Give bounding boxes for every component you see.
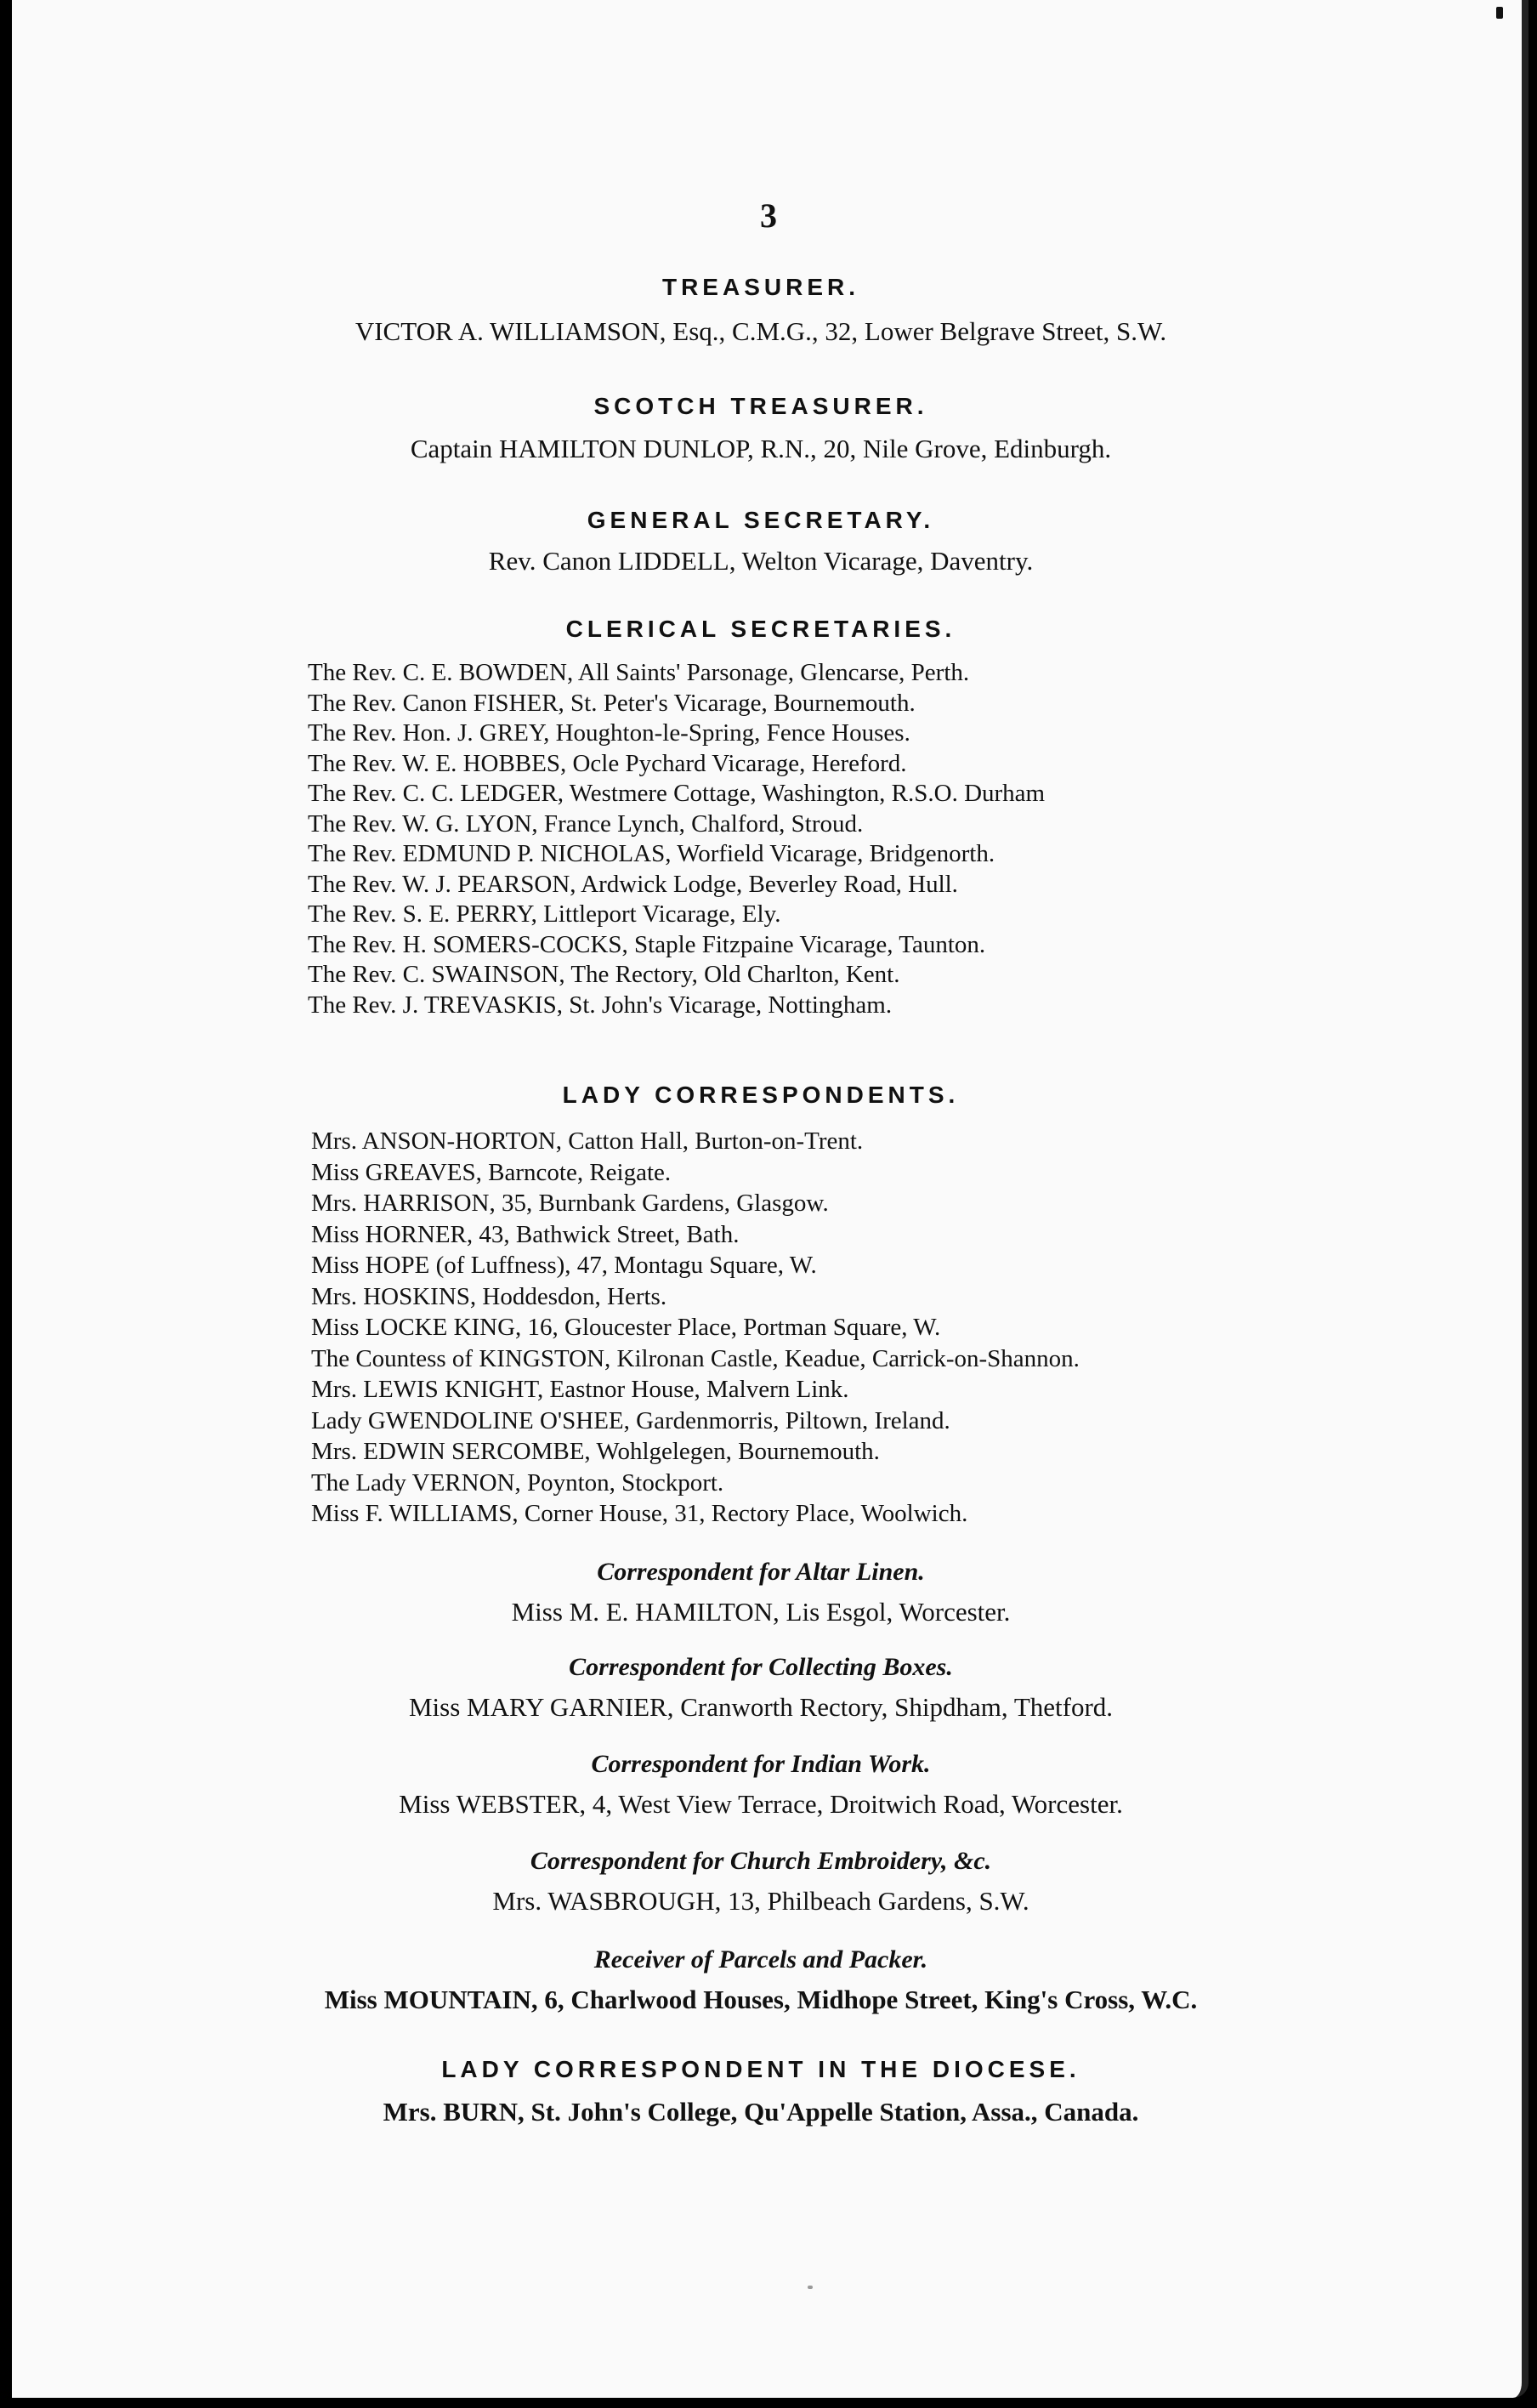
parcels-line: Miss MOUNTAIN, 6, Charlwood Houses, Midhope Street, King's Cross, W.C. <box>324 1985 1198 2014</box>
scotch-treasurer-heading: SCOTCH TREASURER. <box>593 393 928 419</box>
list-item: The Rev. C. C. LEDGER, Westmere Cottage, Washington, R.S.O. Durham <box>308 780 1046 807</box>
treasurer-heading: TREASURER. <box>661 274 859 300</box>
indian-work-line: Miss WEBSTER, 4, West View Terrace, Droitwich Road, Worcester. <box>399 1789 1123 1819</box>
diocese-line: Mrs. BURN, St. John's College, Qu'Appelle Station, Assa., Canada. <box>383 2097 1139 2127</box>
lady-correspondents-heading: LADY CORRESPONDENTS. <box>562 1082 960 1108</box>
diocese-heading: LADY CORRESPONDENT IN THE DIOCESE. <box>441 2056 1080 2082</box>
list-item: The Rev. C. E. BOWDEN, All Saints' Parsonage, Glencarse, Perth. <box>308 659 970 686</box>
list-item: The Rev. W. J. PEARSON, Ardwick Lodge, Beverley Road, Hull. <box>308 870 958 898</box>
list-item: The Rev. EDMUND P. NICHOLAS, Worfield Vicarage, Bridgenorth. <box>308 840 995 867</box>
list-item: The Countess of KINGSTON, Kilronan Castle, Keadue, Carrick-on-Shannon. <box>311 1344 1080 1372</box>
altar-linen-line: Miss M. E. HAMILTON, Lis Esgol, Worcester. <box>511 1597 1011 1627</box>
list-item: The Rev. W. E. HOBBES, Ocle Pychard Vicarage, Hereford. <box>308 749 907 777</box>
list-item: Miss F. WILLIAMS, Corner House, 31, Rectory Place, Woolwich. <box>311 1500 968 1527</box>
list-item: Mrs. HARRISON, 35, Burnbank Gardens, Glasgow. <box>311 1190 829 1217</box>
list-item: Mrs. HOSKINS, Hoddesdon, Herts. <box>311 1282 667 1310</box>
church-embroidery-heading: Correspondent for Church Embroidery, &c. <box>530 1847 992 1875</box>
lady-correspondents-list <box>311 1126 1080 1530</box>
list-item: The Rev. C. SWAINSON, The Rectory, Old Charlton, Kent. <box>308 961 900 988</box>
scan-speck <box>808 2286 813 2289</box>
page-corner-mark <box>1496 7 1503 19</box>
list-item: The Rev. H. SOMERS-COCKS, Staple Fitzpaine Vicarage, Taunton. <box>308 930 986 958</box>
clerical-secretaries-list <box>308 658 1045 1020</box>
general-secretary-heading: GENERAL SECRETARY. <box>587 507 935 533</box>
collecting-boxes-heading: Correspondent for Collecting Boxes. <box>569 1653 953 1681</box>
clerical-secretaries-heading: CLERICAL SECRETARIES. <box>565 616 956 642</box>
list-item: Miss HOPE (of Luffness), 47, Montagu Square, W. <box>311 1252 817 1279</box>
list-item: The Lady VERNON, Poynton, Stockport. <box>311 1468 724 1496</box>
list-item: Miss GREAVES, Barncote, Reigate. <box>311 1158 672 1186</box>
list-item: The Rev. W. G. LYON, France Lynch, Chalford, Stroud. <box>308 809 864 838</box>
list-item: Lady GWENDOLINE O'SHEE, Gardenmorris, Piltown, Ireland. <box>311 1406 950 1434</box>
collecting-boxes-line: Miss MARY GARNIER, Cranworth Rectory, Shipdham, Thetford. <box>408 1692 1114 1722</box>
list-item: Mrs. LEWIS KNIGHT, Eastnor House, Malvern Link. <box>311 1376 849 1403</box>
altar-linen-heading: Correspondent for Altar Linen. <box>597 1558 925 1586</box>
treasurer-line: VICTOR A. WILLIAMSON, Esq., C.M.G., 32, Lower Belgrave Street, S.W. <box>354 316 1167 346</box>
scan-left-edge <box>0 0 12 2408</box>
list-item: The Rev. S. E. PERRY, Littleport Vicarage, Ely. <box>308 900 781 928</box>
general-secretary-line: Rev. Canon LIDDELL, Welton Vicarage, Daventry. <box>488 546 1034 576</box>
list-item: Mrs. EDWIN SERCOMBE, Wohlgelegen, Bournemouth. <box>311 1438 880 1465</box>
list-item: The Rev. J. TREVASKIS, St. John's Vicarage, Nottingham. <box>308 991 893 1019</box>
page-number: 3 <box>760 196 777 235</box>
list-item: The Rev. Hon. J. GREY, Houghton-le-Spring, Fence Houses. <box>308 719 910 747</box>
church-embroidery-line: Mrs. WASBROUGH, 13, Philbeach Gardens, S.W. <box>492 1886 1029 1916</box>
scotch-treasurer-line: Captain HAMILTON DUNLOP, R.N., 20, Nile Grove, Edinburgh. <box>410 434 1112 463</box>
indian-work-heading: Correspondent for Indian Work. <box>591 1750 931 1778</box>
list-item: Miss LOCKE KING, 16, Gloucester Place, Portman Square, W. <box>311 1314 941 1341</box>
list-item: Miss HORNER, 43, Bathwick Street, Bath. <box>311 1220 740 1248</box>
list-item: Mrs. ANSON-HORTON, Catton Hall, Burton-on-Trent. <box>311 1127 864 1155</box>
parcels-heading: Receiver of Parcels and Packer. <box>593 1945 928 1974</box>
list-item: The Rev. Canon FISHER, St. Peter's Vicarage, Bournemouth. <box>308 689 916 717</box>
